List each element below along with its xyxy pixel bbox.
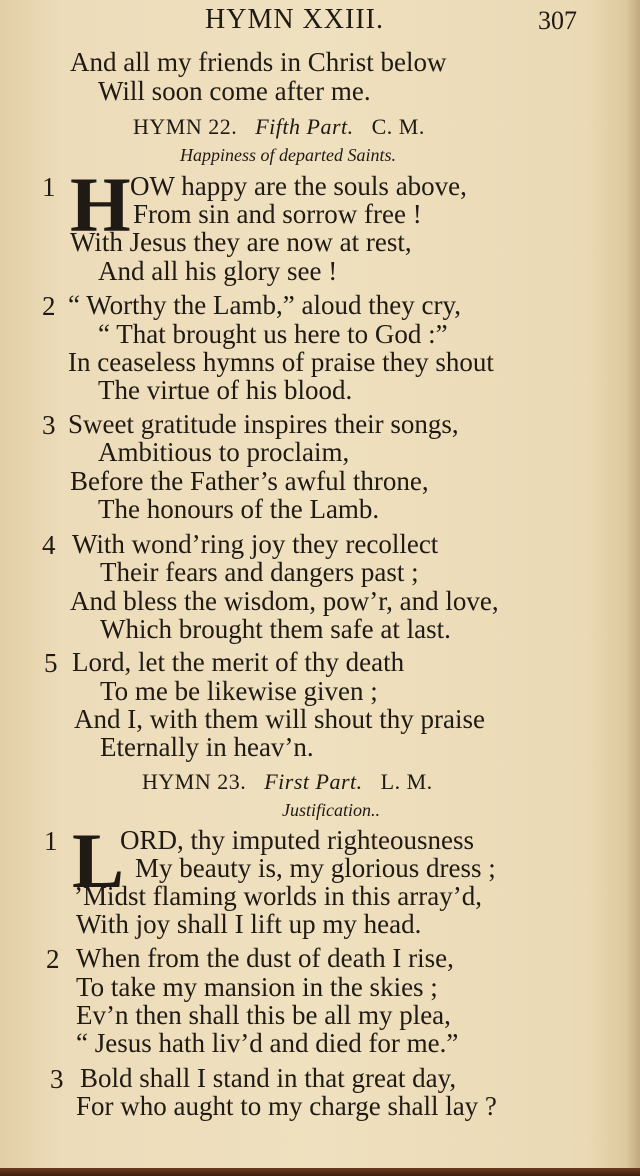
verse-line: And bless the wisdom, pow’r, and love, — [70, 586, 499, 616]
verse-number: 1 — [44, 826, 58, 856]
verse-line: “ That brought us here to God :” — [98, 319, 448, 349]
running-header-title: HYMN XXIII. — [205, 4, 384, 35]
verse-line: From sin and sorrow free ! — [133, 199, 422, 229]
verse-line: Lord, let the merit of thy death — [72, 647, 405, 677]
verse-number: 3 — [50, 1064, 64, 1094]
verse-number: 4 — [42, 530, 56, 560]
verse-line: “ Jesus hath liv’d and died for me.” — [76, 1028, 459, 1058]
verse-line: The honours of the Lamb. — [98, 494, 380, 524]
verse-line: My beauty is, my glorious dress ; — [135, 853, 496, 883]
verse-line: And all my friends in Christ below — [70, 47, 447, 77]
hymn-23-subtitle: Justification.. — [282, 800, 380, 820]
drop-cap: H — [70, 161, 131, 248]
verse-line: Sweet gratitude inspires their songs, — [68, 409, 459, 439]
verse-line: Before the Father’s awful throne, — [70, 466, 429, 496]
verse-line: To me be likewise given ; — [100, 676, 378, 706]
verse-line: Their fears and dangers past ; — [100, 557, 419, 587]
verse-line: And all his glory see ! — [98, 256, 338, 286]
verse-line: When from the dust of death I rise, — [76, 943, 454, 973]
hymn-22-subtitle: Happiness of departed Saints. — [180, 145, 396, 165]
hymn-number: HYMN 23. — [142, 769, 247, 794]
verse-line: To take my mansion in the skies ; — [76, 972, 438, 1002]
drop-cap: L — [72, 817, 125, 904]
verse-number: 5 — [44, 648, 58, 678]
verse-number: 1 — [42, 172, 56, 202]
hymn-23-heading — [142, 769, 433, 795]
verse-line: With wond’ring joy they recollect — [72, 529, 439, 559]
hymn-part: Fifth Part. — [255, 114, 354, 139]
verse-line: Eternally in heav’n. — [100, 732, 314, 762]
verse-line: And I, with them will shout thy praise — [74, 704, 485, 734]
verse-number: 2 — [42, 291, 56, 321]
verse-line: In ceaseless hymns of praise they shout — [68, 347, 494, 377]
verse-line: Ambitious to proclaim, — [98, 437, 350, 467]
verse-line: ’Midst flaming worlds in this array’d, — [74, 881, 482, 911]
verse-line: OW happy are the souls above, — [130, 171, 467, 201]
hymn-22-heading — [133, 114, 425, 140]
page-number: 307 — [538, 6, 577, 35]
page-edge-shadow — [626, 0, 640, 1168]
verse-line: The virtue of his blood. — [98, 375, 353, 405]
verse-number: 2 — [46, 944, 60, 974]
verse-line: Bold shall I stand in that great day, — [80, 1063, 457, 1093]
verse-line: ORD, thy imputed righteousness — [120, 825, 474, 855]
verse-line: Ev’n then shall this be all my plea, — [76, 1000, 451, 1030]
verse-line: Will soon come after me. — [98, 76, 371, 106]
hymn-meter: L. M. — [380, 769, 433, 794]
verse-number: 3 — [42, 410, 56, 440]
verse-line: For who aught to my charge shall lay ? — [76, 1091, 497, 1121]
verse-line: “ Worthy the Lamb,” aloud they cry, — [68, 290, 461, 320]
page-bottom-edge — [0, 1168, 640, 1176]
hymn-part: First Part. — [264, 769, 363, 794]
verse-line: Which brought them safe at last. — [100, 614, 451, 644]
hymn-number: HYMN 22. — [133, 114, 238, 139]
verse-line: With Jesus they are now at rest, — [70, 227, 412, 257]
verse-line: With joy shall I lift up my head. — [76, 909, 422, 939]
hymn-meter: C. M. — [371, 114, 425, 139]
